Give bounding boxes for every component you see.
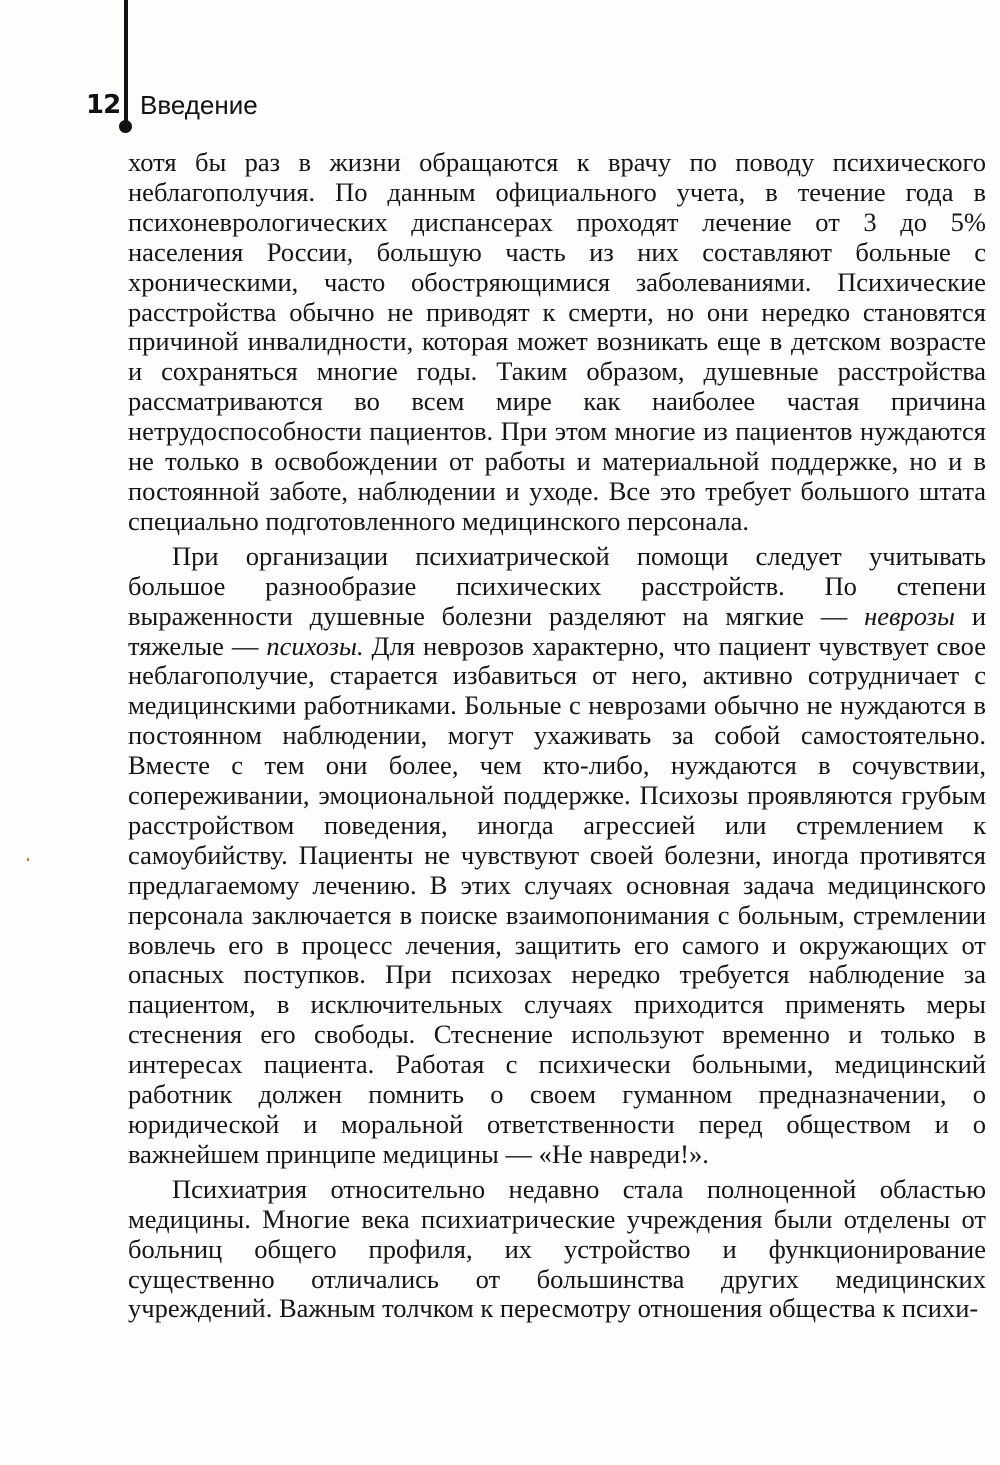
page-number: 12 [86, 90, 121, 120]
term-psychosis: психозы. [266, 630, 364, 661]
paragraph-2 [128, 542, 986, 1170]
paragraph-2-part-3: Для неврозов характерно, что пациент чувствует свое неблагополучие, старается избавиться от него, активно сотрудничает с медицинскими работниками. Больные с неврозами обычно не нуждаются в постоянном наблюдении, могут ухаживать за собой самостоятельно. Вместе с тем они более, чем кто-либо, нуждаются в сочувствии, сопереживании, эмоциональной поддержке. Психозы проявляются грубым расстройством поведения, иногда агрессией или стремлением к самоубийству. Пациенты не чувствуют своей болезни, иногда противятся предлагаемому лечению. В этих случаях основная задача медицинского персонала заключается в поиске взаимопонимания с больным, стремлении вовлечь его в процесс лечения, защитить его самого и окружающих от опасных поступков. При психозах нередко требуется наблюдение за пациентом, в исключительных случаях приходится применять меры стеснения его свободы. Стеснение используют временно и только в интересах пациента. Работая с психически больными, медицинский работник должен помнить о своем гуманном предназначении, о юридической и моральной ответственности перед обществом и о важнейшем принципе медицины — «Не навреди!». [128, 630, 986, 1169]
header-vertical-rule [124, 0, 128, 124]
body-text [128, 148, 986, 1324]
paragraph-2-part-2: и тяжелые — [128, 600, 986, 661]
paragraph-1: хотя бы раз в жизни обращаются к врачу по поводу психического неблагополучия. По данным официального учета, в течение года в психоневрологических диспансерах проходят лечение от 3 до 5% населения России, большую часть из них составляют больные с хроническими, часто обостряющимися заболеваниями. Психические расстройства обычно не приводят к смерти, но они нередко становятся причиной инвалидности, которая может возникать еще в детском возрасте и сохраняться многие годы. Таким образом, душевные расстройства рассматриваются во всем мире как наиболее частая причина нетрудоспособности пациентов. При этом многие из пациентов нуждаются не только в освобождении от работы и материальной поддержке, но и в постоянной заботе, наблюдении и уходе. Все это требует большого штата специально подготовленного медицинского персонала. [128, 147, 986, 536]
paragraph-3: Психиатрия относительно недавно стала полноценной областью медицины. Многие века психиатрические учреждения были отделены от больниц общего профиля, их устройство и функционирование существенно отличались от большинства других медицинских учреждений. Важным толчком к пересмотру отношения общества к психи- [128, 1173, 986, 1324]
scan-speck [27, 858, 29, 861]
header-rule-dot [119, 120, 132, 133]
term-neurosis: неврозы [864, 600, 955, 631]
running-head: Введение [140, 90, 258, 120]
paragraph-2-part-1: При организации психиатрической помощи следует учитывать большое разнообразие психических расстройств. По степени выраженности душевные болезни разделяют на мягкие — [128, 540, 986, 631]
